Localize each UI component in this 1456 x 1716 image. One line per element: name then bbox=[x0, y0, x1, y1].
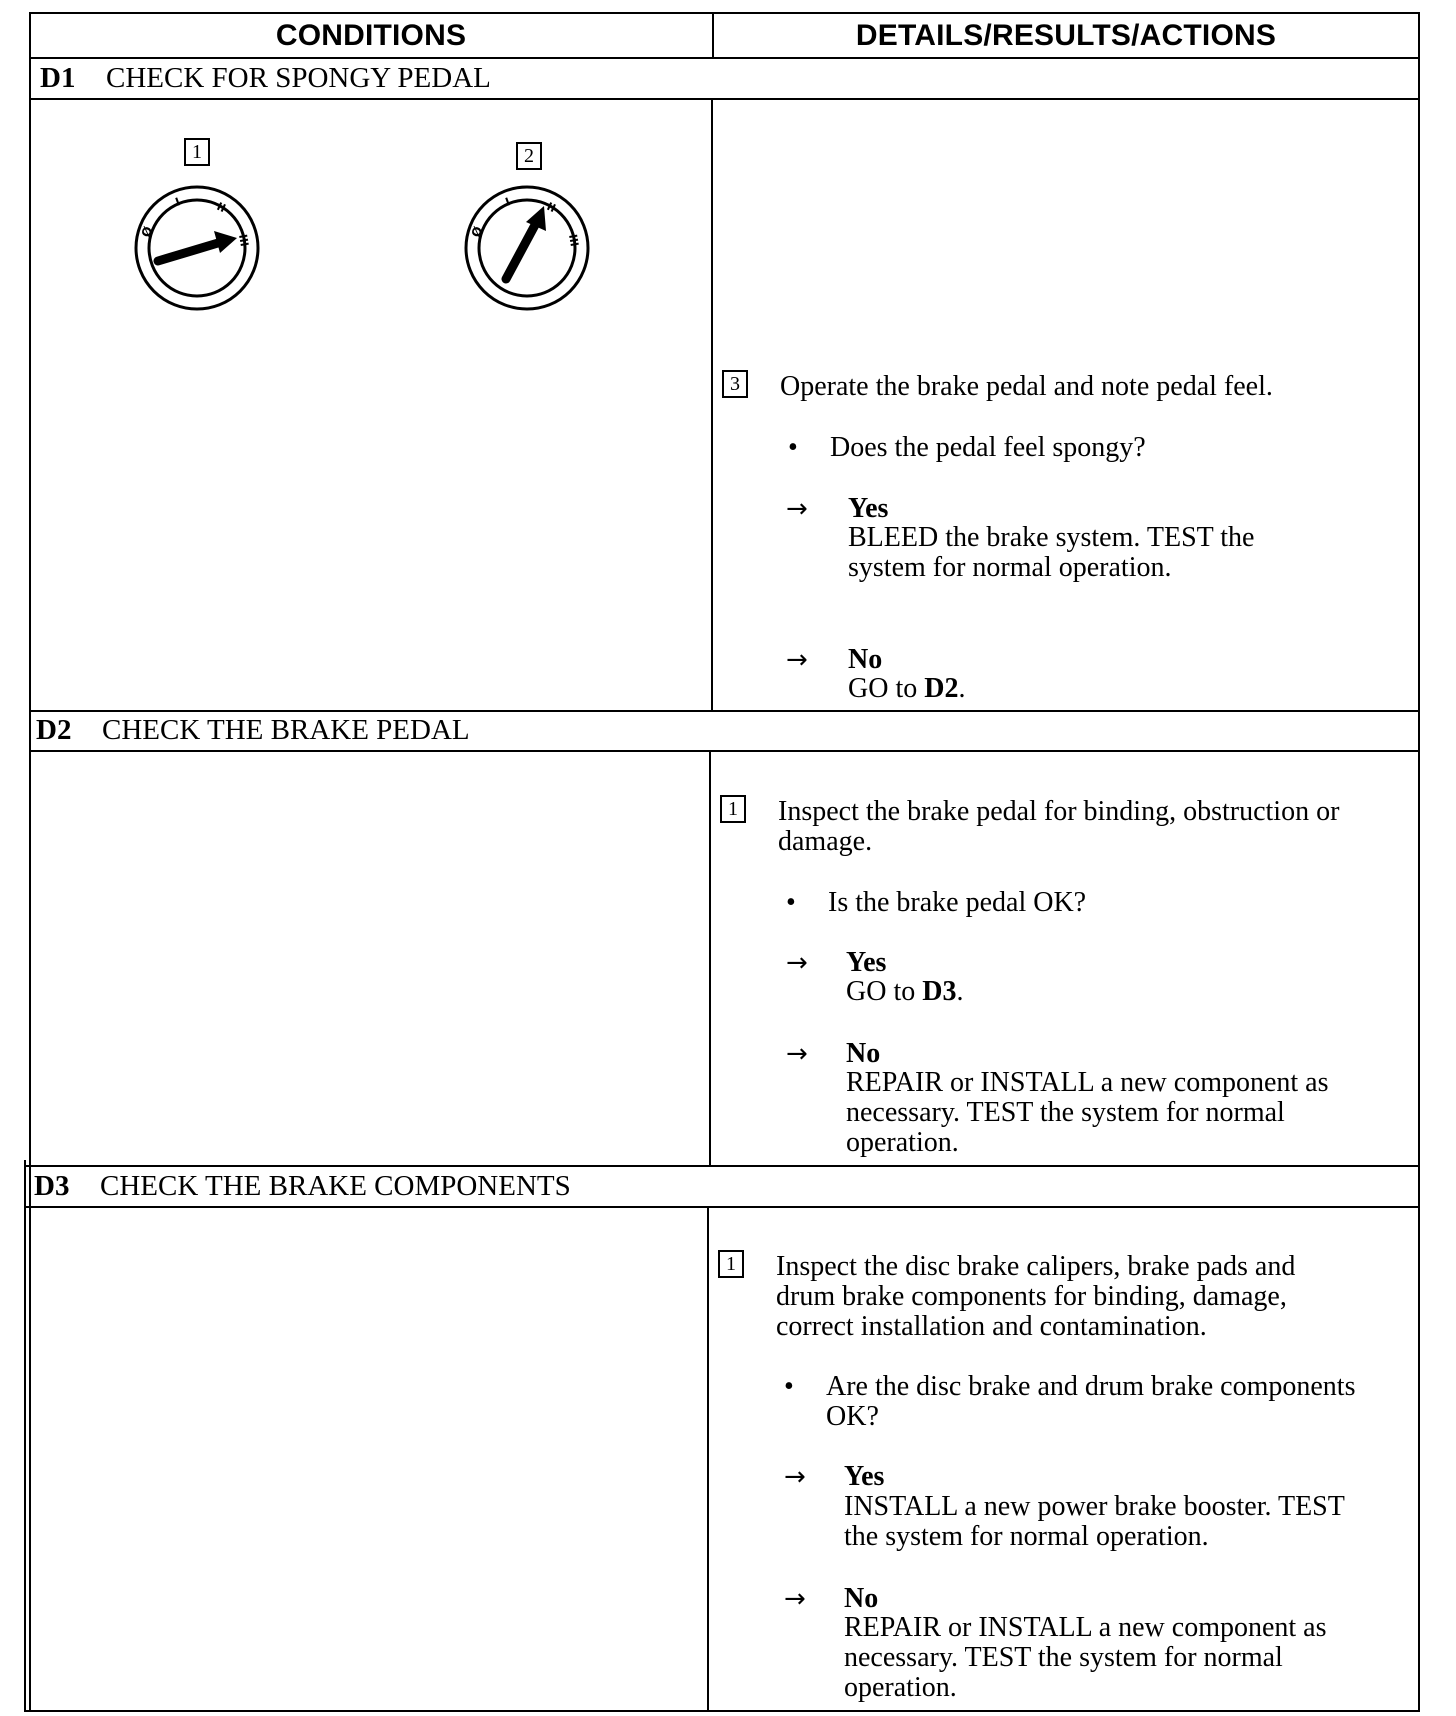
conditions-header: CONDITIONS bbox=[275, 19, 467, 52]
d3-step-line1: Inspect the disc brake calipers, brake pads and bbox=[776, 1251, 1296, 1282]
d2-section-title bbox=[36, 714, 470, 746]
d2-no-line1: REPAIR or INSTALL a new component as bbox=[846, 1067, 1329, 1098]
d1-step-number: 3 bbox=[722, 370, 748, 398]
d2-question: Is the brake pedal OK? bbox=[828, 887, 1087, 918]
d2-yes-text: GO to bbox=[846, 976, 923, 1007]
d3-title: CHECK THE BRAKE COMPONENTS bbox=[100, 1170, 571, 1202]
svg-text:Ø: Ø bbox=[468, 224, 486, 240]
d3-top-rule bbox=[26, 1165, 1420, 1167]
details-header: DETAILS/RESULTS/ACTIONS bbox=[855, 19, 1277, 52]
d2-yes-label: Yes bbox=[846, 947, 887, 978]
d3-yes-label: Yes bbox=[844, 1461, 885, 1492]
d3-bullet: • bbox=[784, 1371, 794, 1402]
d1-yes-arrow-icon: → bbox=[786, 494, 808, 524]
d1-no-text: GO to bbox=[848, 673, 925, 704]
svg-text:I: I bbox=[503, 195, 512, 209]
column-divider-d1 bbox=[711, 98, 713, 712]
svg-text:I: I bbox=[173, 195, 182, 209]
d2-title: CHECK THE BRAKE PEDAL bbox=[102, 714, 470, 746]
column-divider-d2 bbox=[709, 750, 711, 1166]
svg-text:Ø: Ø bbox=[138, 224, 156, 240]
d2-no-arrow-icon: → bbox=[786, 1039, 808, 1069]
d2-id: D2 bbox=[36, 714, 72, 746]
d3-section-title bbox=[34, 1170, 571, 1202]
svg-text:III: III bbox=[566, 233, 581, 248]
column-divider-d3 bbox=[707, 1206, 709, 1712]
switch-1-callout: 1 bbox=[184, 138, 210, 166]
d3-question-line1: Are the disc brake and drum brake components bbox=[826, 1371, 1356, 1402]
d2-yes-target-link[interactable]: D3 bbox=[922, 976, 957, 1007]
d3-question-line2: OK? bbox=[826, 1401, 879, 1432]
d3-no-line2: necessary. TEST the system for normal bbox=[844, 1642, 1283, 1673]
d1-yes-line1: BLEED the brake system. TEST the bbox=[848, 522, 1255, 553]
d1-id: D1 bbox=[40, 62, 76, 94]
d1-title: CHECK FOR SPONGY PEDAL bbox=[106, 62, 491, 94]
d3-no-line3: operation. bbox=[844, 1672, 957, 1703]
d1-bullet: • bbox=[788, 432, 798, 463]
d2-top-rule bbox=[30, 710, 1420, 712]
ignition-switch-position-2-icon bbox=[462, 183, 592, 313]
d2-step-line2: damage. bbox=[778, 826, 873, 857]
d2-yes-action bbox=[846, 977, 963, 1007]
d2-no-line2: necessary. TEST the system for normal bbox=[846, 1097, 1285, 1128]
d1-step-text: Operate the brake pedal and note pedal feel. bbox=[780, 371, 1273, 402]
d3-no-arrow-icon: → bbox=[784, 1584, 806, 1614]
d1-no-action bbox=[848, 674, 965, 704]
d1-title-rule bbox=[30, 98, 1420, 100]
d1-no-label: No bbox=[848, 644, 883, 675]
switch-2-callout: 2 bbox=[516, 142, 542, 170]
frame-bottom bbox=[24, 1710, 1420, 1712]
d2-yes-suffix: . bbox=[956, 976, 964, 1007]
d3-step-line3: correct installation and contamination. bbox=[776, 1311, 1207, 1342]
ignition-switch-position-1-icon bbox=[132, 183, 262, 313]
frame-right bbox=[1418, 12, 1420, 1712]
d3-yes-line2: the system for normal operation. bbox=[844, 1521, 1209, 1552]
d3-yes-line1: INSTALL a new power brake booster. TEST bbox=[844, 1491, 1345, 1522]
svg-text:II: II bbox=[544, 199, 558, 216]
d3-no-label: No bbox=[844, 1583, 879, 1614]
d3-step-line2: drum brake components for binding, damage, bbox=[776, 1281, 1287, 1312]
d2-bullet: • bbox=[786, 887, 796, 918]
d2-yes-arrow-icon: → bbox=[786, 948, 808, 978]
d1-no-arrow-icon: → bbox=[786, 645, 808, 675]
d3-step-number: 1 bbox=[718, 1250, 744, 1278]
d3-no-line1: REPAIR or INSTALL a new component as bbox=[844, 1612, 1327, 1643]
frame-left bbox=[29, 12, 31, 1712]
svg-text:II: II bbox=[214, 199, 228, 216]
d1-no-target-link[interactable]: D2 bbox=[924, 673, 959, 704]
frame-left-lower bbox=[24, 1160, 26, 1712]
d2-step-line1: Inspect the brake pedal for binding, obstruction or bbox=[778, 796, 1340, 827]
d1-question: Does the pedal feel spongy? bbox=[830, 432, 1146, 463]
d2-no-line3: operation. bbox=[846, 1127, 959, 1158]
svg-text:III: III bbox=[236, 233, 251, 248]
d3-title-rule bbox=[26, 1206, 1420, 1208]
d3-yes-arrow-icon: → bbox=[784, 1462, 806, 1492]
d1-yes-label: Yes bbox=[848, 493, 889, 524]
d1-yes-line2: system for normal operation. bbox=[848, 552, 1172, 583]
d2-title-rule bbox=[30, 750, 1420, 752]
d3-id: D3 bbox=[34, 1170, 70, 1202]
d2-no-label: No bbox=[846, 1038, 881, 1069]
d1-no-suffix: . bbox=[958, 673, 966, 704]
d2-step-number: 1 bbox=[720, 795, 746, 823]
d1-section-title bbox=[40, 62, 491, 94]
